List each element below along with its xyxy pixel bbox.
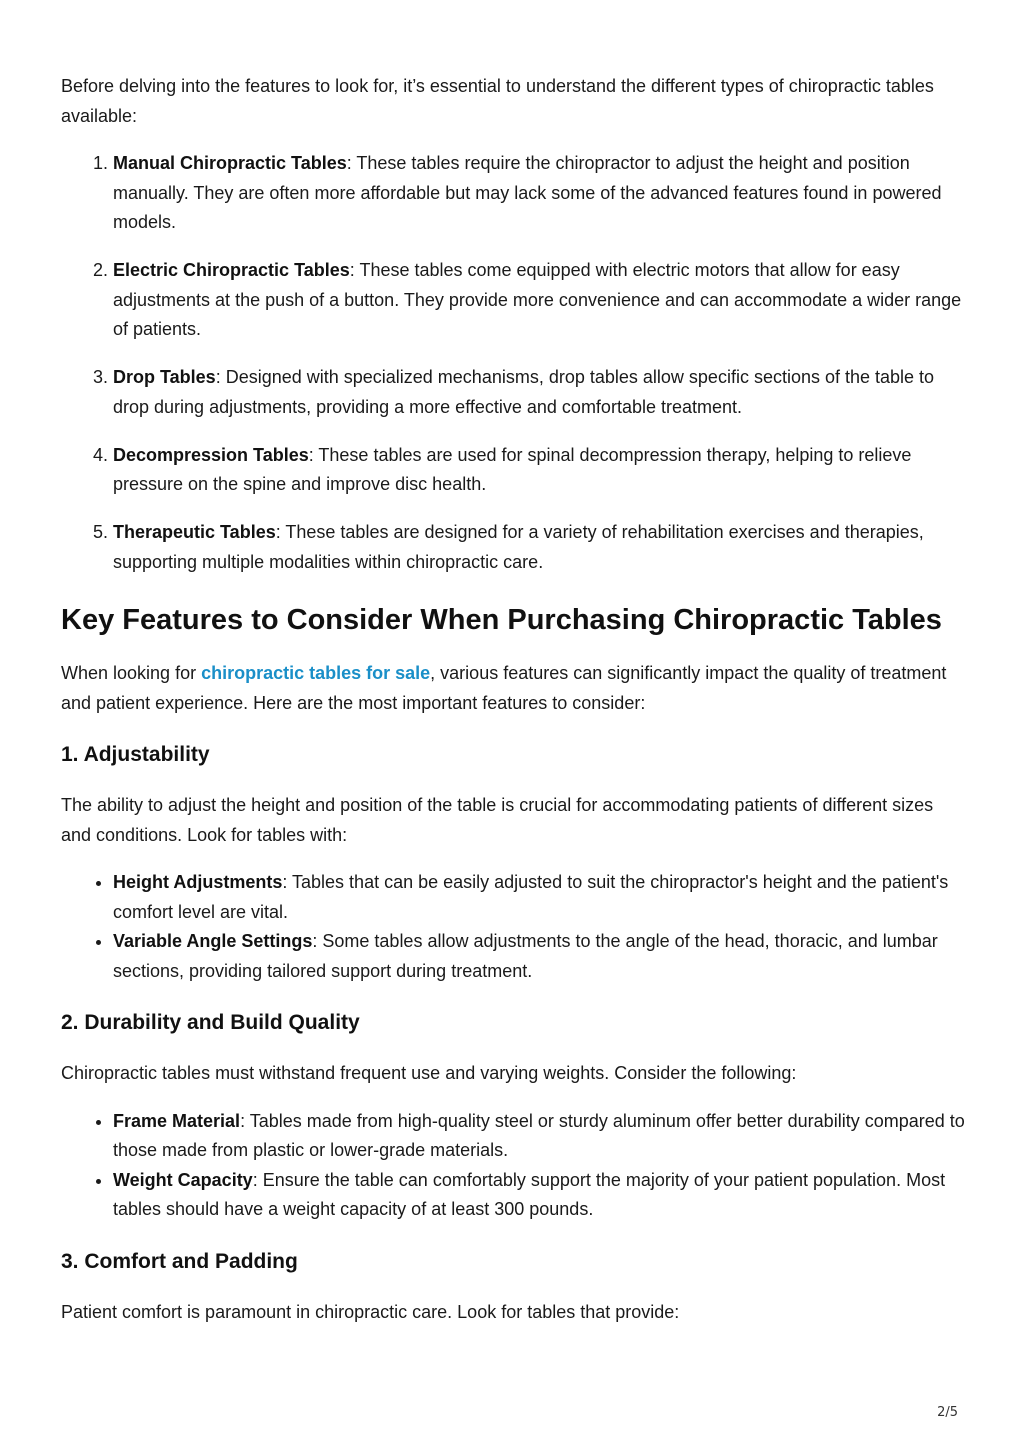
list-item-term: Electric Chiropractic Tables (113, 260, 350, 280)
list-item-term: Variable Angle Settings (113, 931, 313, 951)
list-item (113, 256, 965, 345)
list-item (113, 518, 965, 577)
subheading-durability: 2. Durability and Build Quality (61, 1011, 360, 1034)
list-item-term: Manual Chiropractic Tables (113, 153, 347, 173)
document-page (61, 72, 965, 1327)
features-intro-before: When looking for (61, 663, 202, 683)
list-item (113, 149, 965, 238)
list-item-term: Decompression Tables (113, 444, 309, 465)
list-item-description: : These tables are designed for a variety of rehabilitation exercises and therapies, supporting multiple modalities within chiropractic care. (113, 522, 924, 572)
subheading-comfort: 3. Comfort and Padding (61, 1249, 298, 1273)
adjustability-paragraph: The ability to adjust the height and position of the table is crucial for accommodating patients of different sizes and conditions. Look for tables with: (61, 795, 934, 845)
list-item-description: : These tables require the chiropractor to adjust the height and position manually. They are often more affordable but may lack some of the advanced features found in powered models. (113, 153, 942, 232)
list-item-description: : Designed with specialized mechanisms, drop tables allow specific sections of the table to drop during adjustments, providing a more effective and comfortable treatment. (113, 367, 935, 417)
page-number: 2/5 (937, 1405, 958, 1420)
list-item (113, 441, 965, 500)
durability-paragraph: Chiropractic tables must withstand frequent use and varying weights. Consider the following: (61, 1063, 797, 1083)
features-intro-after: , various features can significantly impact the quality of treatment and patient experience. Here are the most important features to consider: (61, 663, 947, 713)
features-intro-paragraph (61, 659, 965, 718)
comfort-paragraph: Patient comfort is paramount in chiropractic care. Look for tables that provide: (61, 1301, 680, 1322)
list-item (113, 927, 965, 986)
subheading-adjustability: 1. Adjustability (61, 743, 210, 766)
list-item (113, 1166, 965, 1225)
list-item-description: : Tables that can be easily adjusted to suit the chiropractor's height and the patient's comfort level are vital. (113, 872, 949, 922)
adjustability-list (61, 868, 965, 986)
list-item (113, 1107, 965, 1166)
intro-paragraph: Before delving into the features to look for, it’s essential to understand the different types of chiropractic tables available: (61, 76, 934, 126)
list-item (113, 363, 965, 422)
list-item-description: : Some tables allow adjustments to the angle of the head, thoracic, and lumbar sections, providing tailored support during treatment. (113, 931, 938, 981)
list-item-term: Therapeutic Tables (113, 522, 276, 542)
chiropractic-tables-link[interactable]: chiropractic tables for sale (201, 663, 431, 683)
table-types-list (61, 149, 965, 577)
list-item (113, 868, 965, 927)
durability-list (61, 1107, 965, 1225)
list-item-description: : These tables come equipped with electric motors that allow for easy adjustments at the push of a button. They provide more convenience and can accommodate a wider range of patients. (113, 260, 962, 339)
list-item-term: Weight Capacity (113, 1169, 253, 1190)
list-item-term: Height Adjustments (113, 872, 283, 892)
list-item-description: : Ensure the table can comfortably support the majority of your patient population. Most tables should have a weight capacity of at least 300 pounds. (113, 1169, 946, 1219)
list-item-description: : These tables are used for spinal decompression therapy, helping to relieve pressure on the spine and improve disc health. (113, 444, 912, 494)
list-item-term: Drop Tables (113, 367, 216, 387)
section-heading-key-features: Key Features to Consider When Purchasing Chiropractic Tables (61, 604, 942, 636)
list-item-term: Frame Material (113, 1110, 241, 1131)
list-item-description: : Tables made from high-quality steel or sturdy aluminum offer better durability compared to those made from plastic or lower-grade materials. (113, 1110, 965, 1160)
